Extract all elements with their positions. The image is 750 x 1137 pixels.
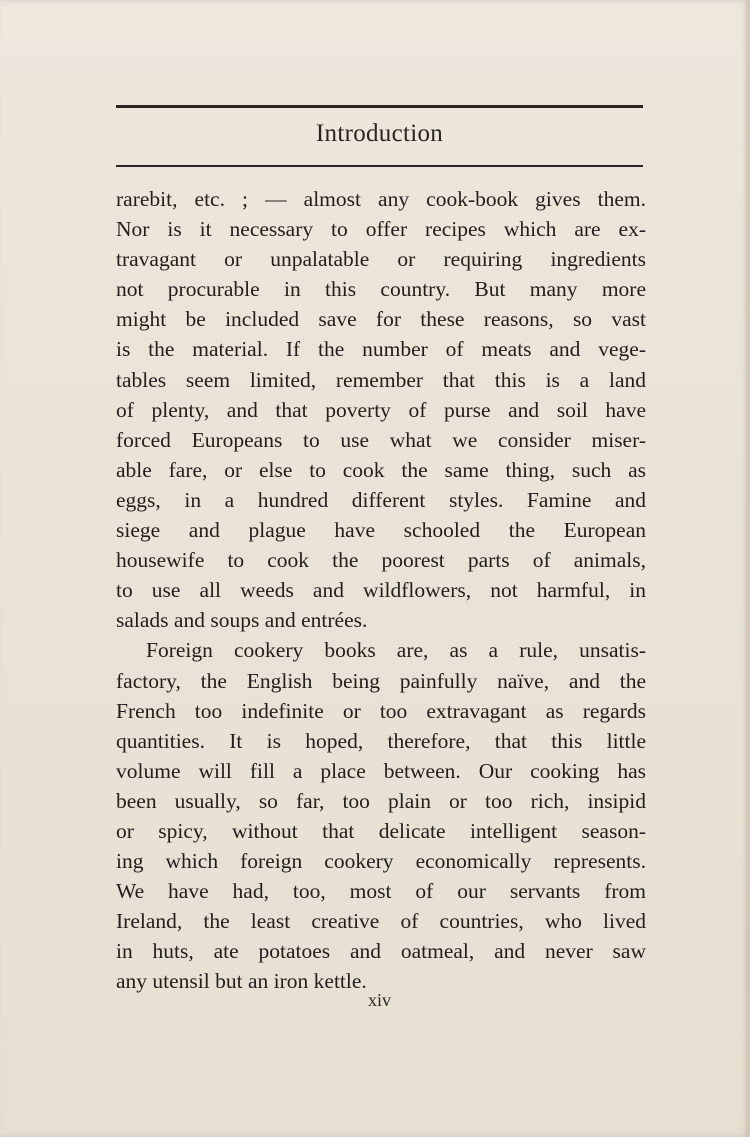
text-line: or spicy, without that delicate intelligent season-: [116, 818, 646, 843]
text-line: able fare, or else to cook the same thing, such as: [116, 457, 646, 482]
text-line: any utensil but an iron kettle.: [116, 969, 367, 994]
text-line: in huts, ate potatoes and oatmeal, and never saw: [116, 939, 646, 964]
text-line: ing which foreign cookery economically represents.: [116, 849, 646, 874]
running-head: Introduction: [315, 120, 444, 147]
text-line: travagant or unpalatable or requiring ingredients: [116, 247, 646, 272]
text-line: We have had, too, most of our servants from: [116, 879, 646, 904]
text-line: rarebit, etc. ; — almost any cook-book gives them.: [116, 187, 646, 211]
header-rule-bottom: [116, 165, 643, 167]
page-number: xiv: [367, 990, 391, 1010]
text-line: been usually, so far, too plain or too rich, insipid: [116, 788, 646, 813]
text-line: quantities. It is hoped, therefore, that this little: [116, 728, 646, 753]
text-line: to use all weeds and wildflowers, not harmful, in: [116, 578, 646, 603]
text-line: French too indefinite or too extravagant as regards: [116, 698, 646, 723]
text-line: might be included save for these reasons, so vast: [116, 307, 646, 332]
text-line: forced Europeans to use what we consider miser-: [116, 427, 646, 452]
text-line: Nor is it necessary to offer recipes which are ex-: [116, 217, 646, 242]
text-line: Ireland, the least creative of countries, who lived: [116, 909, 646, 934]
text-line: siege and plague have schooled the European: [116, 518, 646, 543]
text-line: housewife to cook the poorest parts of animals,: [116, 548, 646, 573]
text-line: is the material. If the number of meats and vege-: [116, 337, 646, 362]
paragraph-2: [116, 635, 646, 996]
header-rule-top: [116, 105, 643, 108]
text-line: salads and soups and entrées.: [116, 608, 368, 633]
text-line: not procurable in this country. But many more: [116, 277, 646, 302]
text-line: Foreign cookery books are, as a rule, unsatis-: [146, 638, 646, 663]
text-line: factory, the English being painfully naïve, and the: [116, 668, 646, 693]
paragraph-1: [116, 184, 646, 635]
text-line: of plenty, and that poverty of purse and soil have: [116, 397, 646, 422]
page-edge-shadow: [744, 0, 750, 1137]
text-line: tables seem limited, remember that this is a land: [116, 367, 646, 392]
text-line: volume will fill a place between. Our cooking has: [116, 758, 646, 783]
body-text: [116, 184, 646, 997]
text-line: eggs, in a hundred different styles. Famine and: [116, 487, 646, 512]
